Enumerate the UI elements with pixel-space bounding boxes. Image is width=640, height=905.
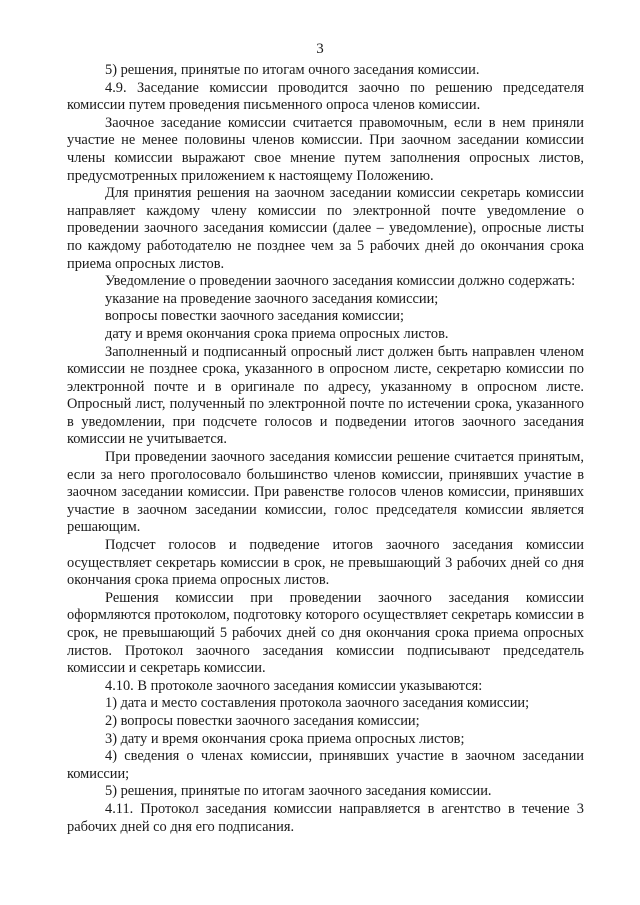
list-item: 5) решения, принятые по итогам заочного заседания комиссии. <box>105 783 492 800</box>
paragraph-vote-count: Подсчет голосов и подведение итогов заочного заседания комиссии осуществляет секретарь комиссии в срок, не превышающий 3 рабочих дней со дня окончания срока приема опросных листов. <box>67 537 584 589</box>
list-item: 2) вопросы повестки заочного заседания комиссии; <box>105 712 420 729</box>
list-item: 4) сведения о членах комиссии, принявших участие в заочном заседании комиссии; <box>67 748 584 782</box>
paragraph-4-11: 4.11. Протокол заседания комиссии направляется в агентство в течение 3 рабочих дней со дня его подписания. <box>67 800 584 835</box>
paragraph-4-9: 4.9. Заседание комиссии проводится заочно по решению председателя комиссии путем проведения письменного опроса членов комиссии. <box>67 79 584 114</box>
document-body <box>67 62 584 836</box>
list-item: 3) дату и время окончания срока приема опросных листов; <box>105 730 465 747</box>
list-item: указание на проведение заочного заседания комиссии; <box>105 290 439 307</box>
paragraph-quorum: Заочное заседание комиссии считается правомочным, если в нем приняли участие не менее половины членов комиссии. При заочном заседании комиссии члены комиссии выражают свое мнение путем заполнения опросных листов, предусмотренных приложением к настоящему Положению. <box>67 114 584 184</box>
list-item: дату и время окончания срока приема опросных листов. <box>105 325 449 342</box>
paragraph-filled-sheet: Заполненный и подписанный опросный лист должен быть направлен членом комиссии не позднее срока, указанного в опросном листе, секретарю комиссии по электронной почте и в оригинале по адресу, указанному в опросном листе. Опросный лист, полученный по электронной почте по истечении срока, указанного в уведомлении, при подсчете голосов и подведении итогов заочного заседания комиссии не учитывается. <box>67 343 584 448</box>
paragraph-decisions-protocol: Решения комиссии при проведении заочного заседания комиссии оформляются протоколом, подготовку которого осуществляет секретарь комиссии в срок, не превышающий 5 рабочих дней со дня окончания срока приема опросных листов. Протокол заочного заседания комиссии подписывают председатель комиссии и секретарь комиссии. <box>67 589 584 677</box>
paragraph-decision-adopted: При проведении заочного заседания комиссии решение считается принятым, если за него проголосовало большинство членов комиссии, принявших участие в заочном заседании комиссии. При равенстве голосов членов комиссии, принявших участие в заочном заседании комиссии, голос председателя комиссии является решающим. <box>67 449 584 536</box>
page-number: 3 <box>316 41 324 57</box>
list-item: вопросы повестки заочного заседания комиссии; <box>105 308 405 325</box>
paragraph-4-10: 4.10. В протоколе заочного заседания комиссии указываются: <box>105 677 483 694</box>
paragraph-item-5-ochnoe: 5) решения, принятые по итогам очного заседания комиссии. <box>105 62 480 78</box>
paragraph-notification-content: Уведомление о проведении заочного заседания комиссии должно содержать: <box>105 273 576 290</box>
list-item: 1) дата и место составления протокола заочного заседания комиссии; <box>105 695 530 712</box>
paragraph-notification: Для принятия решения на заочном заседании комиссии секретарь комиссии направляет каждому члену комиссии по электронной почте уведомление о проведении заочного заседания комиссии (далее – уведомление), опросные листы по каждому работодателю не позднее чем за 5 рабочих дней до окончания срока приема опросных листов. <box>67 185 584 272</box>
